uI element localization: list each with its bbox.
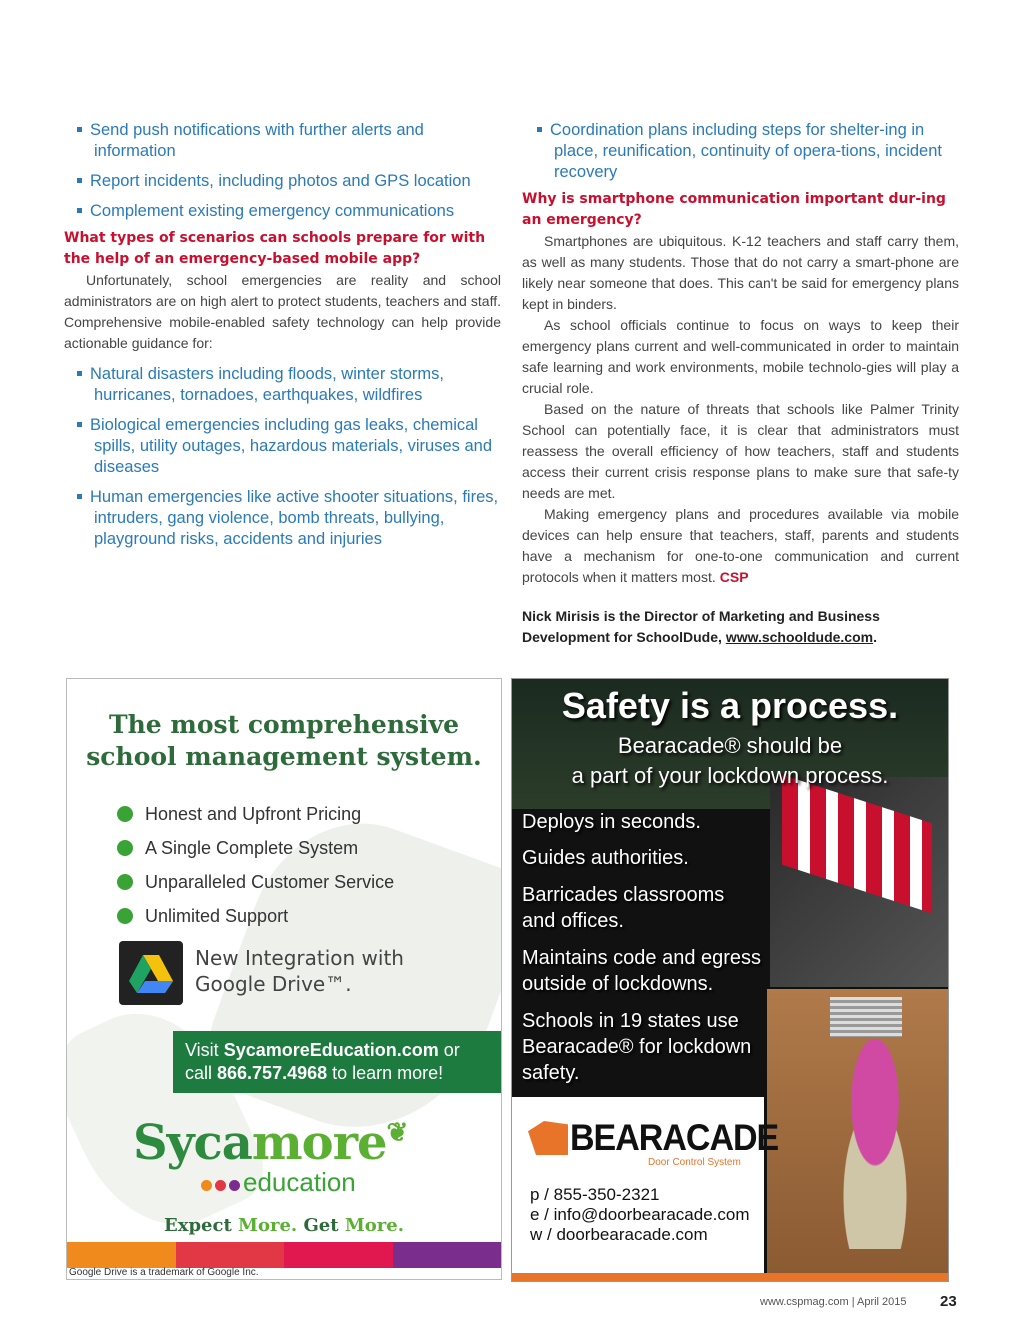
list-item: Natural disasters including floods, winter storms, hurricanes, tornadoes, earthquakes, wildfires — [64, 364, 501, 406]
bullet-dot-icon — [117, 806, 133, 822]
ad-point: Deploys in seconds. — [522, 811, 701, 833]
brand-name: BEARACADE — [570, 1117, 779, 1159]
email-link[interactable]: e / info@doorbearacade.com — [530, 1205, 750, 1224]
orange-bar — [512, 1273, 948, 1281]
bullet-square-icon — [77, 127, 82, 132]
trademark-note: Google Drive is a trademark of Google Inc. — [69, 1267, 259, 1278]
author-bio: Nick Mirisis is the Director of Marketing and Business Development for SchoolDude, www.schooldude.com. — [522, 608, 880, 645]
visit-box[interactable]: Visit SycamoreEducation.com or call 866.757.4968 to learn more! — [173, 1031, 501, 1093]
sycamore-logo: Sycamore❦ — [133, 1115, 408, 1171]
right-column — [522, 120, 959, 648]
page-number: 23 — [940, 1293, 957, 1310]
bullet-dot-icon — [117, 840, 133, 856]
leaf-icon: ❦ — [386, 1118, 408, 1148]
body-paragraph: Making emergency plans and procedures available via mobile devices can help ensure that teachers, staff, parents and students have a mechanism for one-to-one communication and current protocols when it matters most. CSP — [522, 506, 959, 585]
body-paragraph: Smartphones are ubiquitous. K-12 teachers and staff carry them, as well as many students. Those that do not carry a smart-phone are likely near someone that does. This can't be said for emergency plans kept in binders. — [522, 233, 959, 312]
author-link[interactable]: www.schooldude.com — [725, 629, 874, 645]
bullet-square-icon — [77, 178, 82, 183]
ad-point: Barricades classrooms and offices. — [522, 884, 725, 932]
section-heading: What types of scenarios can schools prepare for with the help of an emergency-based mobile app? — [64, 230, 486, 267]
body-paragraph: As school officials continue to focus on ways to keep their emergency plans current and well-communicated in order to maintain safe learning and work environments, mobile technolo-gies will play a crucial role. — [522, 317, 959, 396]
bearacade-logo-panel — [512, 1097, 779, 1281]
list-item: Human emergencies like active shooter situations, fires, intruders, gang violence, bomb threats, bullying, playground risks, accidents and injuries — [64, 487, 501, 550]
bullet-dot-icon — [117, 874, 133, 890]
left-column — [64, 120, 501, 559]
feature-item: Unlimited Support — [117, 899, 394, 933]
ad-title: Safety is a process. — [561, 685, 899, 726]
tagline: Expect More. Get More. — [164, 1215, 404, 1236]
bullet-dot-icon — [117, 908, 133, 924]
phone: p / 855-350-2321 — [530, 1185, 660, 1204]
feature-item: Unparalleled Customer Service — [117, 865, 394, 899]
dots-icon — [201, 1167, 243, 1197]
bullet-list — [522, 120, 959, 183]
ad-headline: The most comprehensive — [108, 710, 459, 739]
list-item: Complement existing emergency communications — [64, 201, 501, 222]
logo-subtitle: education — [201, 1167, 356, 1198]
bullet-list-top — [64, 120, 501, 222]
sycamore-ad[interactable] — [66, 678, 502, 1280]
footer-text: www.cspmag.com | April 2015 — [760, 1296, 907, 1308]
end-mark: CSP — [719, 569, 749, 585]
bearacade-ad[interactable] — [511, 678, 949, 1282]
bullet-square-icon — [537, 127, 542, 132]
body-paragraph: Based on the nature of threats that schools like Palmer Trinity School can potentially face, it is clear that administrators must reassess the overall efficiency of how teachers, staff and students access their current crisis response plans to make sure that safe-ty needs are met. — [522, 401, 959, 501]
feature-item: Honest and Upfront Pricing — [117, 797, 394, 831]
web-link[interactable]: w / doorbearacade.com — [530, 1225, 708, 1244]
list-item: Send push notifications with further alerts and information — [64, 120, 501, 162]
integration-text: New Integration with Google Drive™. — [195, 946, 404, 996]
ad-point: Schools in 19 states use Bearacade® for lockdown safety. — [522, 1010, 752, 1084]
bullet-square-icon — [77, 208, 82, 213]
door-vent — [830, 997, 902, 1037]
body-paragraph: Unfortunately, school emergencies are reality and school administrators are on high alert to protect students, teachers and staff. Comprehensive mobile-enabled safety technology can help provide actionable guidance for: — [64, 272, 501, 351]
bear-icon — [528, 1121, 568, 1155]
ad-point: Maintains code and egress outside of lockdowns. — [522, 947, 762, 995]
ad-point: Guides authorities. — [522, 847, 689, 869]
feature-list — [117, 797, 394, 933]
list-item: Coordination plans including steps for shelter-ing in place, reunification, continuity of opera-tions, incident recovery — [522, 120, 959, 183]
section-heading: Why is smartphone communication important dur-ing an emergency? — [522, 191, 946, 228]
ad-headline: school management system. — [86, 742, 482, 771]
list-item: Biological emergencies including gas leaks, chemical spills, utility outages, hazardous materials, viruses and diseases — [64, 415, 501, 478]
list-item: Report incidents, including photos and GPS location — [64, 171, 501, 192]
bullet-square-icon — [77, 371, 82, 376]
feature-item: A Single Complete System — [117, 831, 394, 865]
color-stripe — [67, 1242, 501, 1268]
bullet-list-bottom — [64, 364, 501, 550]
person-image — [820, 1039, 930, 1249]
contact-info — [530, 1185, 750, 1245]
ad-subtitle: Bearacade® should be a part of your lockdown process. — [571, 733, 889, 788]
bullet-square-icon — [77, 422, 82, 427]
brand-subtitle: Door Control System — [648, 1157, 741, 1168]
bullet-square-icon — [77, 494, 82, 499]
google-drive-icon — [119, 941, 183, 1005]
